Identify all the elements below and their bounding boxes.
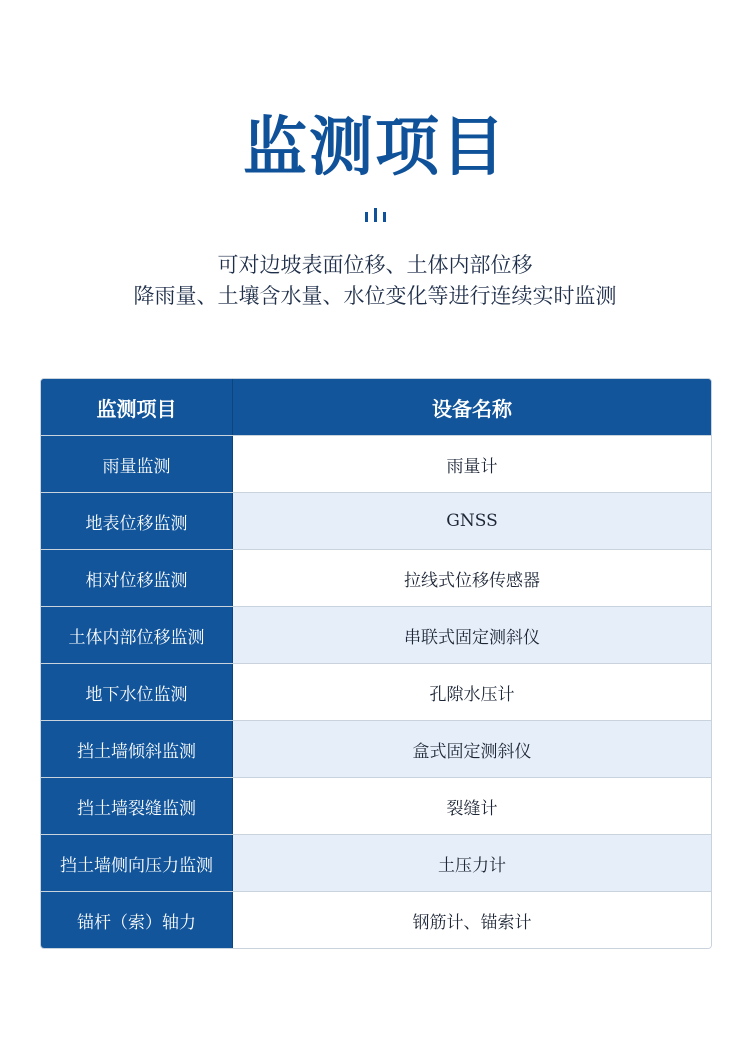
device-name-cell: 孔隙水压计 xyxy=(233,664,711,720)
table-row xyxy=(41,549,711,606)
device-name-cell: GNSS xyxy=(233,493,711,549)
monitoring-table xyxy=(40,378,712,949)
monitoring-item-cell: 地表位移监测 xyxy=(41,493,233,549)
header-monitoring-item: 监测项目 xyxy=(41,379,233,435)
device-name-cell: 土压力计 xyxy=(233,835,711,891)
monitoring-item-cell: 锚杆（索）轴力 xyxy=(41,892,233,948)
monitoring-item-cell: 挡土墙裂缝监测 xyxy=(41,778,233,834)
table-row xyxy=(41,606,711,663)
page-title: 监测项目 xyxy=(243,110,507,185)
device-name-cell: 雨量计 xyxy=(233,436,711,492)
subtitle-line-2: 降雨量、土壤含水量、水位变化等进行连续实时监测 xyxy=(133,284,617,308)
monitoring-item-cell: 相对位移监测 xyxy=(41,550,233,606)
table-row xyxy=(41,834,711,891)
monitoring-item-cell: 挡土墙倾斜监测 xyxy=(41,721,233,777)
table-header-row xyxy=(41,379,711,435)
table-row xyxy=(41,435,711,492)
header-device-name: 设备名称 xyxy=(233,379,711,435)
table-row xyxy=(41,777,711,834)
subtitle-line-1: 可对边坡表面位移、土体内部位移 xyxy=(217,253,533,277)
device-name-cell: 串联式固定测斜仪 xyxy=(233,607,711,663)
device-name-cell: 拉线式位移传感器 xyxy=(233,550,711,606)
monitoring-item-cell: 挡土墙侧向压力监测 xyxy=(41,835,233,891)
table-row xyxy=(41,720,711,777)
monitoring-item-cell: 雨量监测 xyxy=(41,436,233,492)
device-name-cell: 盒式固定测斜仪 xyxy=(233,721,711,777)
table-row xyxy=(41,492,711,549)
title-ornament xyxy=(365,208,387,222)
table-row xyxy=(41,891,711,948)
device-name-cell: 裂缝计 xyxy=(233,778,711,834)
device-name-cell: 钢筋计、锚索计 xyxy=(233,892,711,948)
monitoring-item-cell: 土体内部位移监测 xyxy=(41,607,233,663)
table-row xyxy=(41,663,711,720)
subtitle xyxy=(0,250,750,312)
monitoring-item-cell: 地下水位监测 xyxy=(41,664,233,720)
